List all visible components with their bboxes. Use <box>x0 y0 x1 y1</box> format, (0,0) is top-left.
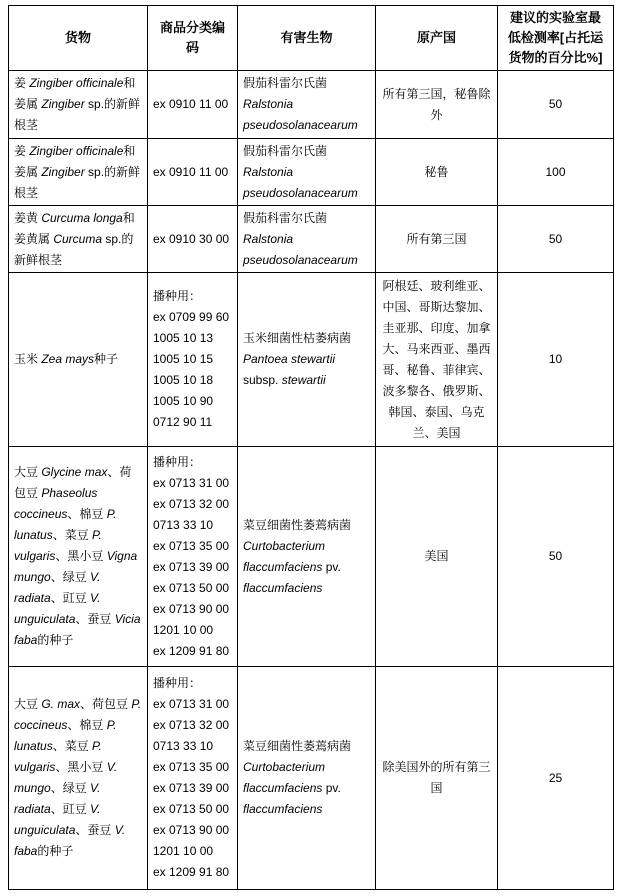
commodity-code-line: ex 0713 50 00 <box>153 580 230 595</box>
text-segment: 、豇豆 <box>50 591 91 605</box>
text-segment: 、黑小豆 <box>55 549 107 563</box>
commodity-code-line: ex 0713 35 00 <box>153 760 230 774</box>
header-origin: 原产国 <box>376 6 498 71</box>
text-segment: 、菜豆 <box>52 739 93 753</box>
scientific-name: Ralstonia pseudosolanacearum <box>243 97 358 132</box>
commodity-code-line: ex 0713 31 00 <box>153 475 230 490</box>
header-test-rate: 建议的实验室最低检测率[占托运货物的百分比%] <box>498 6 614 71</box>
cell-goods <box>9 667 148 890</box>
cell-origin: 美国 <box>376 447 498 667</box>
commodity-code-line: ex 0713 39 00 <box>153 781 230 795</box>
commodity-code-line: ex 0910 11 00 <box>153 97 229 111</box>
text-segment: 、蚕豆 <box>75 612 115 626</box>
scientific-name: Glycine max <box>41 465 108 479</box>
commodity-code-line: 1005 10 90 <box>153 394 214 408</box>
cell-pest <box>238 206 376 273</box>
commodity-code-line: ex 0713 32 00 <box>153 718 230 732</box>
commodity-code-line: ex 0713 90 00 <box>153 601 230 616</box>
scientific-name: Curcuma <box>53 231 103 246</box>
scientific-name: P. lunatus <box>14 507 117 542</box>
text-segment: 假茄科雷尔氏菌 <box>243 210 328 225</box>
scientific-name: Pantoea stewartii <box>243 352 336 366</box>
scientific-name: V. unguiculata <box>14 591 101 626</box>
text-segment: 假茄科雷尔氏菌 <box>243 143 328 158</box>
text-segment: 、棉豆 <box>67 718 107 732</box>
scientific-name: G. max <box>41 697 81 711</box>
scientific-name: V. radiata <box>14 781 101 816</box>
pest-testing-table <box>8 5 614 890</box>
text-segment: 、荷包豆 <box>14 465 132 500</box>
text-segment: 和姜属 <box>14 76 136 111</box>
text-segment: 假茄科雷尔氏菌 <box>243 76 328 90</box>
cell-test-rate: 50 <box>498 71 614 139</box>
text-segment: 、蚕豆 <box>75 823 115 837</box>
cell-test-rate: 100 <box>498 139 614 206</box>
scientific-name: V. mungo <box>14 760 118 795</box>
scientific-name: Curtobacterium flaccumfaciens <box>243 538 326 574</box>
commodity-code-line: ex 0713 50 00 <box>153 802 230 816</box>
scientific-name: V. faba <box>14 823 126 858</box>
text-segment: 、菜豆 <box>52 528 93 542</box>
text-segment: sp.的新鲜根茎 <box>14 231 134 267</box>
commodity-code-line: ex 0713 39 00 <box>153 559 230 574</box>
table-row <box>9 667 614 890</box>
text-segment: 、绿豆 <box>50 781 91 795</box>
table-row <box>9 447 614 667</box>
cell-pest <box>238 273 376 447</box>
cell-commodity-code <box>148 273 238 447</box>
text-segment: 、绿豆 <box>50 570 91 584</box>
cell-origin: 除美国外的所有第三国 <box>376 667 498 890</box>
commodity-code-line: 0712 90 11 <box>153 415 213 429</box>
table-row <box>9 273 614 447</box>
commodity-code-line: ex 1209 91 80 <box>153 643 230 658</box>
cell-goods <box>9 447 148 667</box>
cell-goods <box>9 273 148 447</box>
header-pest: 有害生物 <box>238 6 376 71</box>
scientific-name: Ralstonia pseudosolanacearum <box>243 231 358 267</box>
scientific-name: P. vulgaris <box>14 528 102 563</box>
cell-pest <box>238 139 376 206</box>
commodity-code-line: ex 0910 11 00 <box>153 164 229 179</box>
scientific-name: Vigna mungo <box>14 549 138 584</box>
cell-origin: 秘鲁 <box>376 139 498 206</box>
scientific-name: Vicia faba <box>14 612 141 647</box>
sowing-label: 播种用： <box>153 676 202 690</box>
scientific-name: V. radiata <box>14 570 101 605</box>
cell-origin: 阿根廷、玻利维亚、中国、哥斯达黎加、圭亚那、印度、加拿大、马来西亚、墨西哥、秘鲁、菲律宾、波多黎各、俄罗斯、韩国、泰国、乌克兰、美国 <box>376 273 498 447</box>
text-segment: sp.的新鲜根茎 <box>14 164 141 200</box>
scientific-name: V. unguiculata <box>14 802 101 837</box>
cell-origin: 所有第三国，秘鲁除外 <box>376 71 498 139</box>
commodity-code-line: 1201 10 00 <box>153 622 214 637</box>
header-goods: 货物 <box>9 6 148 71</box>
scientific-name: P. lunatus <box>14 718 117 753</box>
text-segment: 菜豆细菌性萎蔫病菌 <box>243 739 352 753</box>
commodity-code-line: 1201 10 00 <box>153 844 214 858</box>
commodity-code-line: 0713 33 10 <box>153 739 214 753</box>
text-segment: 姜 <box>14 76 30 90</box>
cell-pest <box>238 447 376 667</box>
text-segment: 和姜黄属 <box>14 210 135 246</box>
commodity-code-line: 0713 33 10 <box>153 517 214 532</box>
cell-commodity-code <box>148 206 238 273</box>
cell-commodity-code <box>148 71 238 139</box>
commodity-code-line: ex 0713 90 00 <box>153 823 230 837</box>
text-segment: pv. <box>322 559 341 574</box>
table-row <box>9 139 614 206</box>
text-segment: 种子 <box>94 352 119 366</box>
cell-test-rate: 50 <box>498 206 614 273</box>
commodity-code-line: ex 0910 30 00 <box>153 231 230 246</box>
text-segment: 姜黄 <box>14 210 42 225</box>
cell-commodity-code <box>148 139 238 206</box>
text-segment: 大豆 <box>14 465 42 479</box>
scientific-name: Curcuma longa <box>41 210 123 225</box>
text-segment: 、黑小豆 <box>55 760 107 774</box>
scientific-name: Zingiber officinale <box>29 143 124 158</box>
table-row <box>9 206 614 273</box>
scientific-name: stewartii <box>281 373 326 387</box>
commodity-code-line: 1005 10 13 <box>153 331 214 345</box>
cell-goods <box>9 139 148 206</box>
text-segment: pv. <box>322 781 341 795</box>
cell-goods <box>9 71 148 139</box>
text-segment: 、棉豆 <box>67 507 107 521</box>
text-segment: 玉米细菌性枯萎病菌 <box>243 331 352 345</box>
cell-commodity-code <box>148 447 238 667</box>
text-segment: 的种子 <box>37 844 74 858</box>
scientific-name: flaccumfaciens <box>243 802 323 816</box>
scientific-name: Zingiber officinale <box>29 76 124 90</box>
scientific-name: Curtobacterium flaccumfaciens <box>243 760 326 795</box>
cell-commodity-code <box>148 667 238 890</box>
scientific-name: Zea mays <box>41 352 95 366</box>
text-segment: 、荷包豆 <box>80 697 132 711</box>
commodity-code-line: 1005 10 15 <box>153 352 214 366</box>
scientific-name: Zingiber <box>41 164 85 179</box>
header-commodity-code: 商品分类编码 <box>148 6 238 71</box>
commodity-code-line: ex 0713 31 00 <box>153 697 230 711</box>
commodity-code-line: ex 0709 99 60 <box>153 310 230 324</box>
commodity-code-line: 1005 10 18 <box>153 373 214 387</box>
text-segment: 玉米 <box>14 352 42 366</box>
sowing-label: 播种用： <box>153 289 202 303</box>
text-segment: 的种子 <box>37 633 74 647</box>
scientific-name: flaccumfaciens <box>243 580 323 595</box>
text-segment: 姜 <box>14 143 30 158</box>
text-segment: 和姜属 <box>14 143 136 179</box>
text-segment: sp.的新鲜根茎 <box>14 97 141 132</box>
cell-origin: 所有第三国 <box>376 206 498 273</box>
header-row <box>9 6 614 71</box>
cell-pest <box>238 667 376 890</box>
cell-test-rate: 25 <box>498 667 614 890</box>
text-segment: 、豇豆 <box>50 802 91 816</box>
scientific-name: P. coccineus <box>14 697 142 732</box>
cell-goods <box>9 206 148 273</box>
sowing-label: 播种用： <box>153 454 202 469</box>
cell-test-rate: 50 <box>498 447 614 667</box>
text-segment: 菜豆细菌性萎蔫病菌 <box>243 517 352 532</box>
scientific-name: Phaseolus coccineus <box>14 486 98 521</box>
commodity-code-line: ex 0713 35 00 <box>153 538 230 553</box>
scientific-name: P. vulgaris <box>14 739 102 774</box>
commodity-code-line: ex 0713 32 00 <box>153 496 230 511</box>
cell-pest <box>238 71 376 139</box>
table-row <box>9 71 614 139</box>
scientific-name: Ralstonia pseudosolanacearum <box>243 164 358 200</box>
text-segment: 大豆 <box>14 697 42 711</box>
commodity-code-line: ex 1209 91 80 <box>153 865 230 879</box>
text-segment: subsp. <box>243 373 282 387</box>
scientific-name: Zingiber <box>41 97 85 111</box>
cell-test-rate: 10 <box>498 273 614 447</box>
